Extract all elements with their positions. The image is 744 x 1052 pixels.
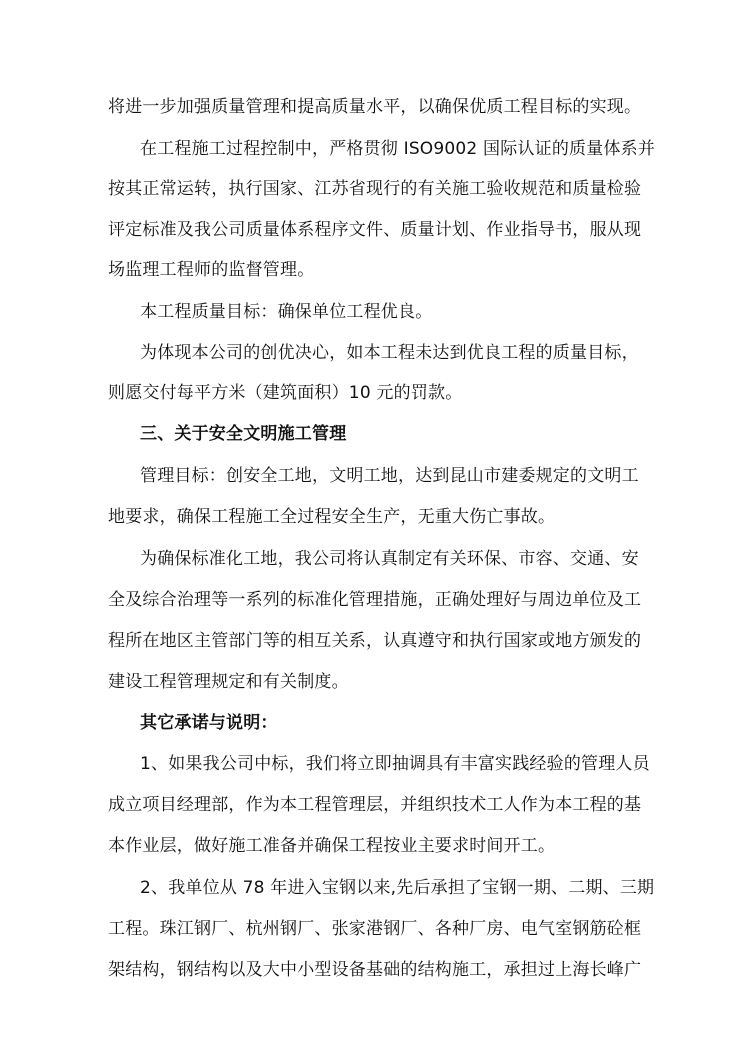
paragraph-line: 全及综合治理等一系列的标准化管理措施，正确处理好与周边单位及工 xyxy=(108,590,642,610)
paragraph-line: 为确保标准化工地，我公司将认真制定有关环保、市容、交通、安 xyxy=(140,549,639,569)
paragraph-line: 则愿交付每平方米（建筑面积）10 元的罚款。 xyxy=(108,383,463,403)
section-heading: 三、关于安全文明施工管理 xyxy=(140,424,347,444)
paragraph-line: 架结构，钢结构以及大中小型设备基础的结构施工，承担过上海长峰广 xyxy=(108,960,642,980)
paragraph-line: 场监理工程师的监督管理。 xyxy=(108,260,315,280)
paragraph-line: 1、如果我公司中标，我们将立即抽调具有丰富实践经验的管理人员 xyxy=(140,754,650,774)
paragraph-line: 将进一步加强质量管理和提高质量水平，以确保优质工程目标的实现。 xyxy=(108,97,642,117)
paragraph-line: 为体现本公司的创优决心，如本工程未达到优良工程的质量目标， xyxy=(140,343,639,363)
section-heading: 其它承诺与说明： xyxy=(140,713,278,733)
paragraph-line: 本工程质量目标：确保单位工程优良。 xyxy=(140,302,433,322)
paragraph-line: 按其正常运转，执行国家、江苏省现行的有关施工验收规范和质量检验 xyxy=(108,179,642,199)
paragraph-line: 地要求，确保工程施工全过程安全生产，无重大伤亡事故。 xyxy=(108,507,556,527)
paragraph-line: 管理目标：创安全工地，文明工地，达到昆山市建委规定的文明工 xyxy=(140,466,639,486)
paragraph-line: 建设工程管理规定和有关制度。 xyxy=(108,672,349,692)
paragraph-line: 成立项目经理部，作为本工程管理层，并组织技术工人作为本工程的基 xyxy=(108,795,642,815)
paragraph-line: 程所在地区主管部门等的相互关系，认真遵守和执行国家或地方颁发的 xyxy=(108,631,642,651)
paragraph-line: 本作业层，做好施工准备并确保工程按业主要求时间开工。 xyxy=(108,836,556,856)
paragraph-line: 2、我单位从 78 年进入宝钢以来,先后承担了宝钢一期、二期、三期 xyxy=(140,878,655,898)
paragraph-line: 工程。珠江钢厂、杭州钢厂、张家港钢厂、各种厂房、电气室钢筋砼框 xyxy=(108,919,642,939)
paragraph-line: 在工程施工过程控制中，严格贯彻 ISO9002 国际认证的质量体系并 xyxy=(140,139,656,159)
paragraph-line: 评定标准及我公司质量体系程序文件、质量计划、作业指导书，服从现 xyxy=(108,220,642,240)
